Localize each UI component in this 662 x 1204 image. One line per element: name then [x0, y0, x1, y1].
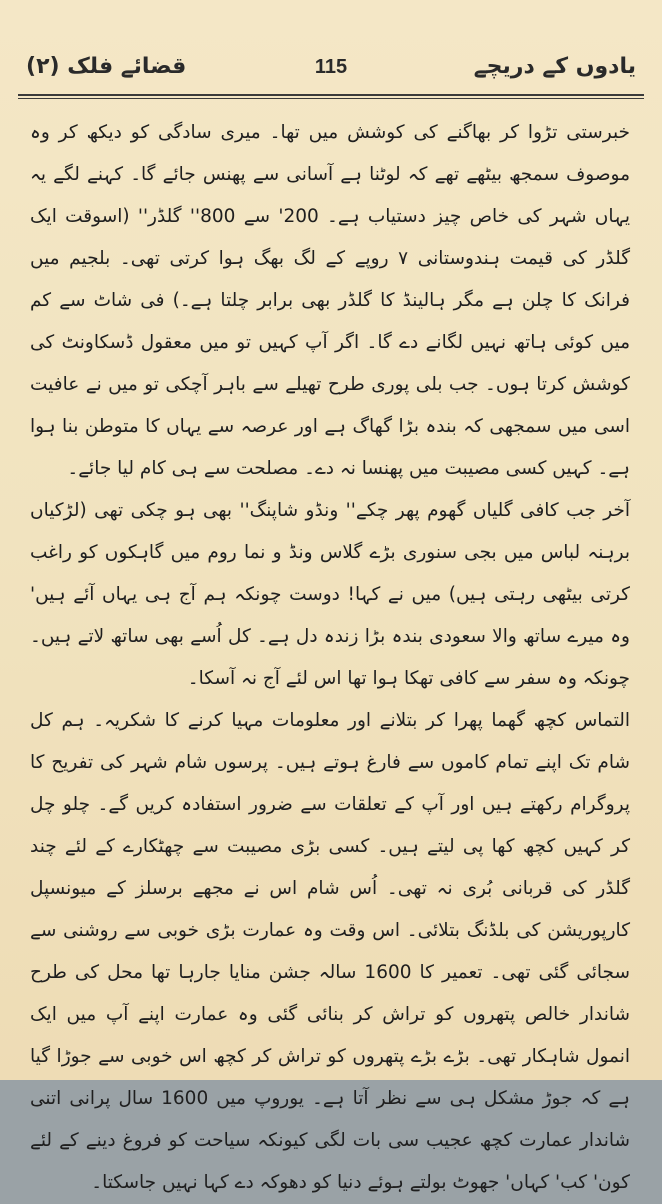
header-rule — [18, 94, 644, 96]
chapter-title: قضائے فلک (۲) — [26, 54, 187, 79]
page-header — [18, 50, 644, 90]
book-title: یادوں کے دریچے — [473, 54, 636, 79]
body-text — [30, 112, 630, 1193]
header-rule-thin — [18, 98, 644, 99]
page-number: 115 — [314, 56, 348, 78]
paragraph-3: التماس کچھ گھما پھرا کر بتلانے اور معلومات مہیا کرنے کا شکریہ۔ ہم کل شام تک اپنے تمام کاموں سے فارغ ہوتے ہیں۔ پرسوں شام شہر کی تفریح کا پروگرام رکھتے ہیں اور آپ کے تعلقات سے ضرور استفادہ کریں گے۔ چلو چل کر کہیں کچھ کھا پی لیتے ہیں۔ کسی بڑی مصیبت سے چھٹکارے کے لئے چند گلڈر کی قربانی بُری نہ تھی۔ اُس شام اس نے مجھے برسلز کے میونسپل کارپوریشن کی بلڈنگ بتلائی۔ اس وقت وہ عمارت بڑی خوبی سے روشنی سے سجائی گئی تھی۔ تعمیر کا 1600 سالہ جشن منایا جارہا تھا محل کی طرح شاندار خالص پتھروں کو تراش کر بنائی گئی وہ عمارت اپنے آپ میں ایک انمول شاہکار تھی۔ بڑے بڑے پتھروں کو تراش کر کچھ اس خوبی سے جوڑا گیا ہے کہ جوڑ مشکل ہی سے نظر آتا ہے۔ یوروپ میں 1600 سال پرانی اتنی شاندار عمارت کچھ عجیب سی بات لگی کیونکہ سیاحت کو فروغ دینے کے لئے کون' کب' کہاں' جھوٹ بولتے ہوئے دنیا کو دھوکہ دے کہا نہیں جاسکتا۔ — [30, 710, 630, 1193]
paragraph-1: خبرستی تڑوا کر بھاگنے کی کوشش میں تھا۔ میری سادگی کو دیکھ کر وہ موصوف سمجھ بیٹھے تھے کہ لوٹنا ہے آسانی سے پھنس جائے گا۔ کہنے لگے یہ یہاں شہر کی خاص چیز دستیاب ہے۔ 200' سے 800'' گلڈر'' (اسوقت ایک گلڈر کی قیمت ہندوستانی ۷ روپے کے لگ بھگ ہوا کرتی تھی۔ بلجیم میں فرانک کا چلن ہے مگر ہالینڈ کا گلڈر بھی برابر چلتا ہے۔) فی شاٹ سے کم میں کوئی ہاتھ نہیں لگانے دے گا۔ اگر آپ کہیں تو میں معقول ڈسکاونٹ کی کوشش کرتا ہوں۔ جب بلی پوری طرح تھیلے سے باہر آچکی تو میں نے عافیت اسی میں سمجھی کہ بندہ بڑا گھاگ ہے اور عرصہ سے یہاں کا متوطن بنا ہوا ہے۔ کہیں کسی مصیبت میں پھنسا نہ دے۔ مصلحت سے ہی کام لیا جائے۔ — [30, 122, 630, 479]
paragraph-2: آخر جب کافی گلیاں گھوم پھر چکے'' ونڈو شاپنگ'' بھی ہو چکی تھی (لڑکیاں برہنہ لباس میں بجی سنوری بڑے گلاس ونڈ و نما روم میں گاہکوں کو راغب کرتی بیٹھی رہتی ہیں) میں نے کہا! دوست چونکہ ہم آج ہی یہاں آئے ہیں' وہ میرے ساتھ والا سعودی بندہ بڑا زندہ دل ہے۔ کل اُسے بھی ساتھ لاتے ہیں۔ چونکہ وہ سفر سے کافی تھکا ہوا تھا اس لئے آج نہ آسکا۔ — [30, 500, 630, 689]
